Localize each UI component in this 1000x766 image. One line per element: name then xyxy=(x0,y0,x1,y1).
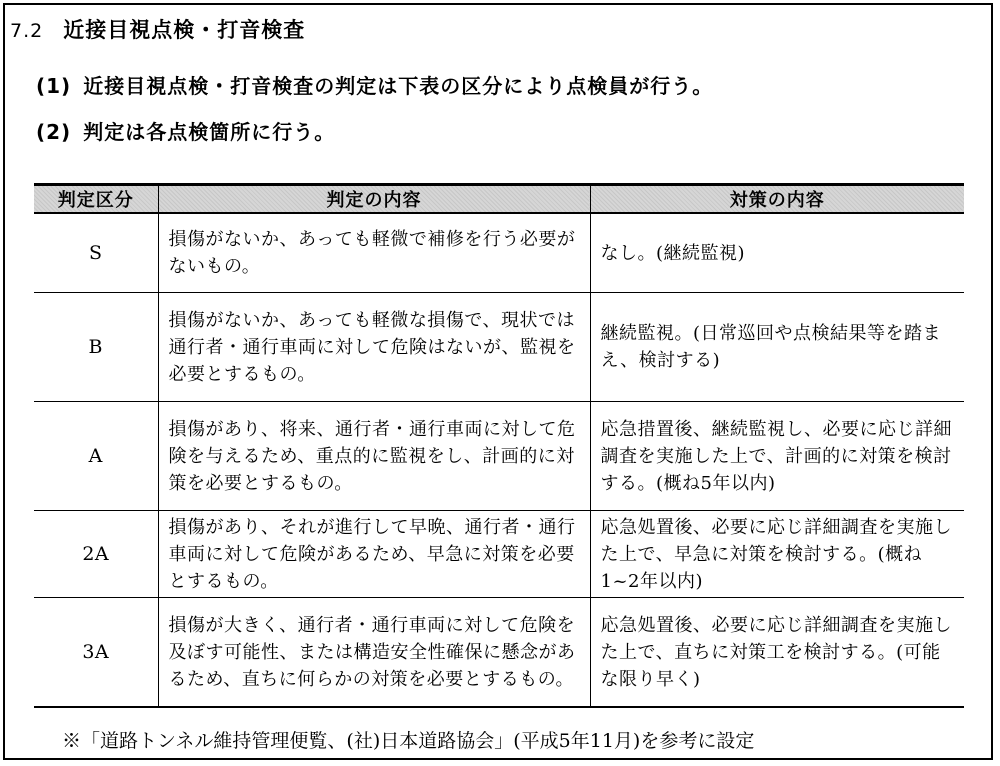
rule-item-1-mark: (1) xyxy=(36,74,72,98)
table-row xyxy=(34,293,964,402)
footnote: ※「道路トンネル維持管理便覧、(社)日本道路協会」(平成5年11月)を参考に設定 xyxy=(62,730,755,752)
section-title: 近接目視点検・打音検査 xyxy=(63,18,306,42)
header-measure: 対策の内容 xyxy=(590,185,964,214)
grade-cell: B xyxy=(34,293,158,402)
content-cell: 損傷があり、将来、通行者・通行車両に対して危険を与えるため、重点的に監視をし、計画的に対策を必要とするもの。 xyxy=(158,402,590,511)
rule-item-2-text: 判定は各点検箇所に行う。 xyxy=(83,120,336,144)
content-cell: 損傷がないか、あっても軽微で補修を行う必要がないもの。 xyxy=(158,213,590,293)
table-row xyxy=(34,511,964,598)
rule-item-1 xyxy=(36,70,713,99)
measure-cell: なし。(継続監視) xyxy=(590,213,964,293)
grade-cell: A xyxy=(34,402,158,511)
content-cell: 損傷がないか、あっても軽微な損傷で、現状では通行者・通行車両に対して危険はないが、監視を必要とするもの。 xyxy=(158,293,590,402)
content-cell: 損傷があり、それが進行して早晩、通行者・通行車両に対して危険があるため、早急に対策を必要とするもの。 xyxy=(158,511,590,598)
rule-item-2-mark: (2) xyxy=(36,120,72,144)
grade-cell: 3A xyxy=(34,598,158,708)
table-header-row xyxy=(34,185,964,214)
grade-cell: 2A xyxy=(34,511,158,598)
content-cell: 損傷が大きく、通行者・通行車両に対して危険を及ぼす可能性、または構造安全性確保に懸念があるため、直ちに何らかの対策を必要とするもの。 xyxy=(158,598,590,708)
measure-cell: 応急処置後、必要に応じ詳細調査を実施した上で、直ちに対策工を検討する。(可能な限り早く) xyxy=(590,598,964,708)
grade-cell: S xyxy=(34,213,158,293)
measure-cell: 応急措置後、継続監視し、必要に応じ詳細調査を実施した上で、計画的に対策を検討する。(概ね5年以内) xyxy=(590,402,964,511)
section-number: 7.2 xyxy=(10,20,44,42)
table-row xyxy=(34,402,964,511)
header-grade: 判定区分 xyxy=(34,185,158,214)
table-row xyxy=(34,598,964,708)
measure-cell: 応急処置後、必要に応じ詳細調査を実施した上で、早急に対策を検討する。(概ね1~2年以内) xyxy=(590,511,964,598)
rule-item-2 xyxy=(36,116,335,145)
section-heading xyxy=(10,14,305,44)
measure-cell: 継続監視。(日常巡回や点検結果等を踏まえ、検討する) xyxy=(590,293,964,402)
rule-item-1-text: 近接目視点検・打音検査の判定は下表の区分により点検員が行う。 xyxy=(83,74,714,98)
header-content: 判定の内容 xyxy=(158,185,590,214)
table-row xyxy=(34,213,964,293)
judgement-table xyxy=(34,183,964,708)
